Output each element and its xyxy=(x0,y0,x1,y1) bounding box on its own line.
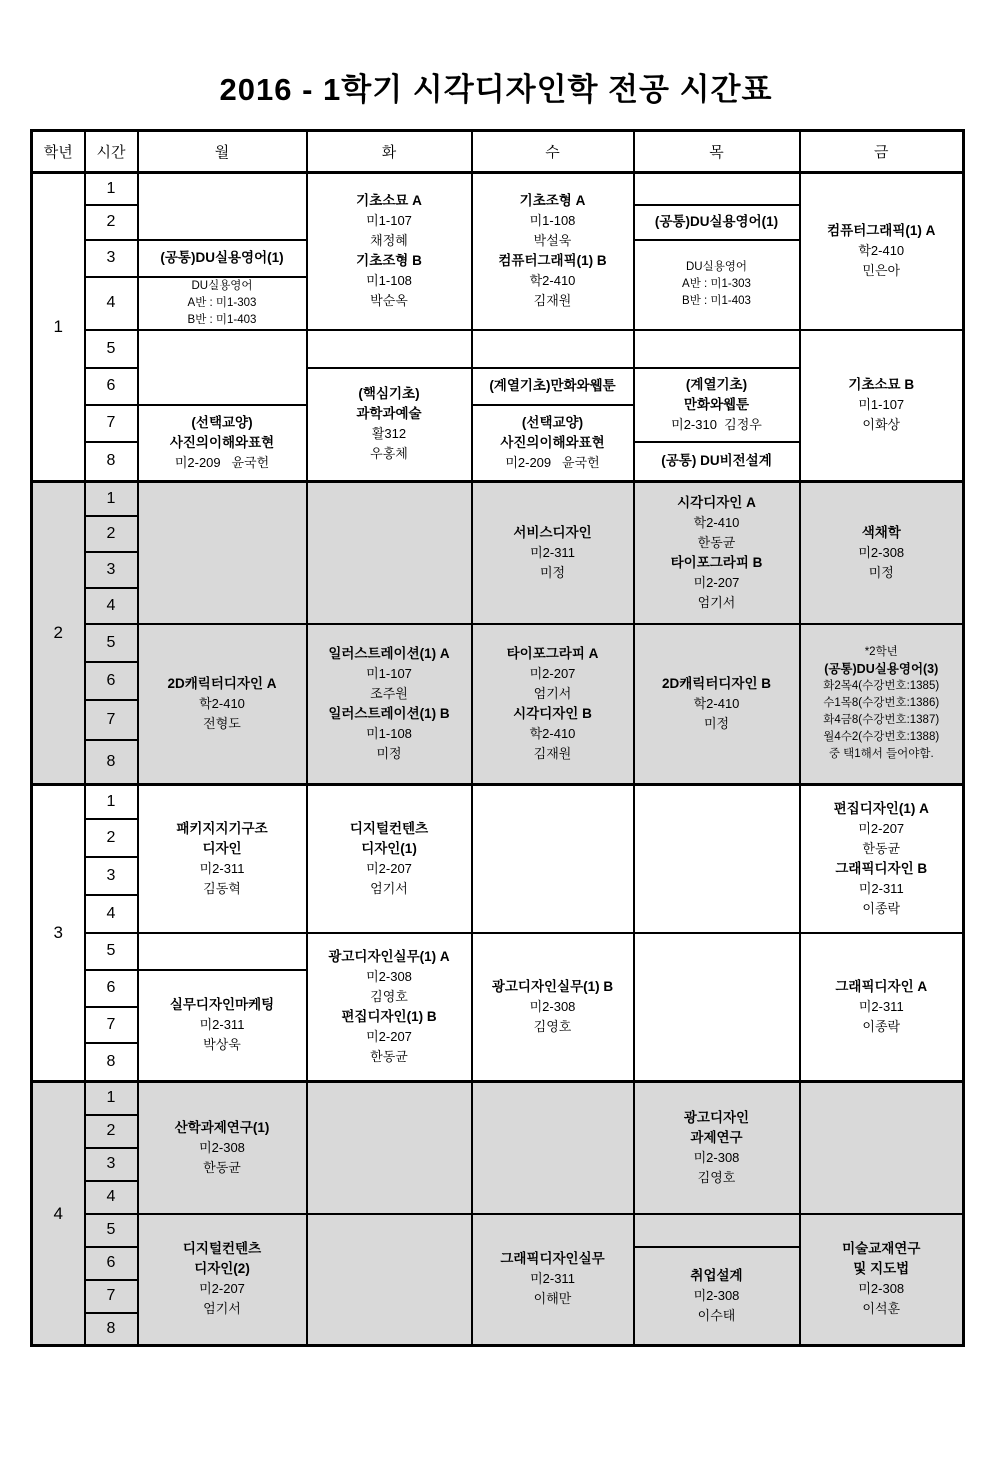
cell-line: 미2-311 xyxy=(858,998,904,1014)
cell-line: 취업설계 xyxy=(690,1267,743,1283)
cell-line: 패키지지기구조 xyxy=(176,820,268,836)
cell-line: 디자인(2) xyxy=(194,1261,250,1277)
cell-line: 이종락 xyxy=(862,900,901,916)
cell-line: 박상욱 xyxy=(203,1037,241,1053)
cell-line: 엄기서 xyxy=(697,594,736,610)
cell-line: 화2목4(수강번호:1385) xyxy=(823,680,940,693)
cell-line: 미2-207 xyxy=(366,860,412,876)
period-y2-p2: 2 xyxy=(85,516,138,552)
cell-line: 학2-410 xyxy=(693,514,740,530)
cell-line: A반 : 미1-303 xyxy=(682,278,751,290)
slot-y2-thu-p1 xyxy=(634,482,800,624)
timetable-header xyxy=(32,131,964,173)
cell-line: 한동균 xyxy=(370,1048,408,1064)
cell-line: 편집디자인(1) B xyxy=(341,1008,437,1024)
period-y2-p1: 1 xyxy=(85,482,138,516)
slot-y4-fri-p1 xyxy=(800,1082,964,1214)
cell-line: 미정 xyxy=(868,564,894,580)
cell-line: 엄기서 xyxy=(533,685,572,701)
slot-y3-thu-p5 xyxy=(634,933,800,1082)
cell-line: 미정 xyxy=(539,564,566,580)
cell-line: 타이포그라피 B xyxy=(670,554,763,570)
cell-line: 미2-308 xyxy=(693,1287,740,1303)
cell-line: 디지털컨텐츠 xyxy=(349,820,429,836)
slot-y4-thu-p1 xyxy=(634,1082,800,1214)
cell-line: (계열기초)만화와웹툰 xyxy=(489,378,616,393)
cell-line: 그래픽디자인 A xyxy=(835,978,928,994)
cell-line: 미2-308 xyxy=(858,1281,905,1297)
slot-y1-tue-p6 xyxy=(307,368,472,482)
period-y1-p1: 1 xyxy=(85,173,138,205)
cell-line: 시각디자인 A xyxy=(677,494,756,510)
slot-y1-tue-p5 xyxy=(307,330,472,368)
cell-line: 김동혁 xyxy=(203,880,241,896)
cell-line: 학2-410 xyxy=(529,273,576,289)
cell-line: 박순옥 xyxy=(370,293,408,309)
period-y2-p6: 6 xyxy=(85,662,138,700)
cell-line: 기초조형 B xyxy=(356,253,422,269)
year-label-2: 2 xyxy=(32,482,85,785)
cell-line: 채정혜 xyxy=(370,233,408,249)
slot-y4-tue-p1 xyxy=(307,1082,472,1214)
slot-y1-wed-p1 xyxy=(472,173,634,330)
cell-line: 컴퓨터그래픽(1) A xyxy=(827,223,936,239)
period-y1-p3: 3 xyxy=(85,240,138,277)
cell-line: 학2-410 xyxy=(529,725,576,741)
header-day-tue: 화 xyxy=(307,131,472,173)
cell-line: 미1-107 xyxy=(366,665,412,681)
period-y1-p7: 7 xyxy=(85,405,138,442)
period-y4-p4: 4 xyxy=(85,1181,138,1214)
cell-line: 사진의이해와표현 xyxy=(169,434,275,450)
slot-y1-thu-p1 xyxy=(634,173,800,205)
cell-line: 미2-207 xyxy=(199,1281,245,1297)
cell-line: 한동균 xyxy=(203,1159,241,1175)
slot-y1-wed-p5 xyxy=(472,330,634,368)
slot-y1-thu-p8 xyxy=(634,442,800,482)
period-y2-p8: 8 xyxy=(85,740,138,785)
cell-line: 김영호 xyxy=(370,988,408,1004)
cell-line: B반 : 미1-403 xyxy=(187,313,257,326)
period-y4-p2: 2 xyxy=(85,1115,138,1148)
cell-line: 학2-410 xyxy=(199,695,245,711)
cell-line: 미정 xyxy=(703,715,730,731)
slot-y4-wed-p5 xyxy=(472,1214,634,1346)
slot-y1-wed-p6 xyxy=(472,368,634,405)
cell-line: 미1-108 xyxy=(366,725,412,741)
cell-line: 엄기서 xyxy=(203,1301,241,1317)
slot-y3-tue-p1 xyxy=(307,785,472,933)
cell-line: 2D캐릭터디자인 B xyxy=(661,675,771,691)
cell-line: 미2-207 xyxy=(529,665,576,681)
cell-line: DU실용영어 xyxy=(191,279,253,292)
year-label-4: 4 xyxy=(32,1082,85,1346)
period-y4-p8: 8 xyxy=(85,1313,138,1346)
slot-y2-fri-p1 xyxy=(800,482,964,624)
cell-line: 학2-410 xyxy=(693,695,740,711)
period-y3-p7: 7 xyxy=(85,1007,138,1043)
cell-line: DU실용영어 xyxy=(685,261,748,273)
slot-y3-wed-p5 xyxy=(472,933,634,1082)
cell-line: 미2-308 xyxy=(199,1139,245,1155)
cell-line: 2D캐릭터디자인 A xyxy=(167,675,277,691)
slot-y3-tue-p5 xyxy=(307,933,472,1082)
cell-line: 실무디자인마케팅 xyxy=(169,997,275,1013)
slot-y3-thu-p1 xyxy=(634,785,800,933)
cell-line: 미1-107 xyxy=(858,397,905,413)
cell-line: 광고디자인실무(1) B xyxy=(491,978,614,994)
cell-line: 민은아 xyxy=(862,263,901,279)
slot-y4-mon-p1 xyxy=(138,1082,307,1214)
cell-line: 김영호 xyxy=(697,1169,736,1185)
cell-line: 일러스트레이션(1) A xyxy=(328,645,450,661)
cell-line: 활312 xyxy=(371,426,407,442)
cell-line: 사진의이해와표현 xyxy=(500,434,605,450)
cell-line: 과학과예술 xyxy=(356,406,422,422)
slot-y1-fri-p1 xyxy=(800,173,964,330)
period-y3-p3: 3 xyxy=(85,857,138,895)
slot-y3-mon-p6 xyxy=(138,970,307,1082)
cell-line: 화4금8(수강번호:1387) xyxy=(823,714,940,727)
cell-line: 편집디자인(1) A xyxy=(833,800,929,816)
slot-y3-mon-p5 xyxy=(138,933,307,970)
slot-y1-wed-p7 xyxy=(472,405,634,482)
cell-line: (핵심기초) xyxy=(358,386,420,402)
period-y4-p1: 1 xyxy=(85,1082,138,1115)
slot-y1-fri-p5 xyxy=(800,330,964,482)
slot-y4-fri-p5 xyxy=(800,1214,964,1346)
cell-line: 수1목8(수강번호:1386) xyxy=(823,697,940,710)
cell-line: 김재원 xyxy=(533,745,572,761)
cell-line: 박설욱 xyxy=(533,233,572,249)
slot-y2-thu-p5 xyxy=(634,624,800,785)
slot-y1-mon-p1 xyxy=(138,173,307,240)
cell-line: 학2-410 xyxy=(858,243,905,259)
cell-line: (계열기초) xyxy=(685,376,748,392)
period-y4-p6: 6 xyxy=(85,1247,138,1280)
slot-y1-mon-p7 xyxy=(138,405,307,482)
cell-line: (선택교양) xyxy=(521,414,584,430)
slot-y1-thu-p6 xyxy=(634,368,800,442)
cell-line: 디자인 xyxy=(202,840,242,856)
cell-line: 미2-308 xyxy=(693,1149,740,1165)
cell-line: 우홍체 xyxy=(370,446,408,462)
cell-line: 미술교재연구 xyxy=(842,1241,921,1257)
cell-line: 미2-310 김정우 xyxy=(671,416,762,432)
cell-line: 월4수2(수강번호:1388) xyxy=(823,731,940,744)
cell-line: (공통)DU실용영어(1) xyxy=(160,250,284,265)
period-y2-p3: 3 xyxy=(85,552,138,588)
cell-line: 일러스트레이션(1) B xyxy=(328,705,450,721)
period-y2-p5: 5 xyxy=(85,624,138,662)
period-y1-p8: 8 xyxy=(85,442,138,482)
period-y4-p3: 3 xyxy=(85,1148,138,1181)
cell-line: 컴퓨터그래픽(1) B xyxy=(498,253,607,269)
cell-line: 미2-308 xyxy=(366,968,412,984)
cell-line: 광고디자인실무(1) A xyxy=(328,948,450,964)
cell-line: 이수태 xyxy=(697,1307,736,1323)
cell-line: 전형도 xyxy=(203,715,241,731)
slot-y4-tue-p5 xyxy=(307,1214,472,1346)
cell-line: 이종락 xyxy=(862,1018,901,1034)
cell-line: 서비스디자인 xyxy=(513,524,592,540)
cell-line: 디지털컨텐츠 xyxy=(182,1241,262,1257)
timetable-body xyxy=(32,173,964,1346)
period-y2-p7: 7 xyxy=(85,700,138,740)
cell-line: A반 : 미1-303 xyxy=(187,296,257,309)
period-y3-p6: 6 xyxy=(85,970,138,1007)
header-year-col: 학년 xyxy=(32,131,85,173)
slot-y1-thu-p3 xyxy=(634,240,800,330)
cell-line: 미2-311 xyxy=(858,880,904,896)
slot-y3-fri-p5 xyxy=(800,933,964,1082)
cell-line: 미2-311 xyxy=(530,544,575,560)
cell-line: 김영호 xyxy=(533,1018,572,1034)
slot-y2-wed-p1 xyxy=(472,482,634,624)
period-y1-p5: 5 xyxy=(85,330,138,368)
slot-y4-mon-p5 xyxy=(138,1214,307,1346)
cell-line: 미2-207 xyxy=(858,820,905,836)
cell-line: B반 : 미1-403 xyxy=(682,295,751,307)
cell-line: (공통)DU실용영어(1) xyxy=(654,214,779,229)
cell-line: 이해만 xyxy=(533,1291,572,1307)
cell-line: 산학과제연구(1) xyxy=(174,1119,270,1135)
cell-line: 기초소묘 A xyxy=(356,193,422,209)
cell-line: 미2-308 xyxy=(858,544,905,560)
cell-line: 미2-311 xyxy=(530,1271,575,1287)
slot-y3-wed-p1 xyxy=(472,785,634,933)
cell-line: 미2-311 xyxy=(199,860,245,876)
cell-line: 한동균 xyxy=(697,534,736,550)
slot-y2-mon-p1 xyxy=(138,482,307,624)
cell-line: 및 지도법 xyxy=(853,1261,910,1277)
page-title: 2016 - 1학기 시각디자인학 전공 시간표 xyxy=(219,72,773,107)
slot-y3-mon-p1 xyxy=(138,785,307,933)
cell-line: (공통) DU비전설계 xyxy=(661,453,772,469)
cell-line: 김재원 xyxy=(533,293,572,309)
slot-y3-fri-p1 xyxy=(800,785,964,933)
period-y4-p7: 7 xyxy=(85,1280,138,1313)
period-y3-p2: 2 xyxy=(85,819,138,857)
header-day-wed: 수 xyxy=(472,131,634,173)
cell-line: 그래픽디자인 B xyxy=(835,860,928,876)
cell-line: 중 택1해서 들어야함. xyxy=(828,748,934,761)
header-day-thu: 목 xyxy=(634,131,800,173)
cell-line: 미2-207 xyxy=(693,574,740,590)
cell-line: 미2-209 윤국헌 xyxy=(505,454,600,470)
period-y3-p8: 8 xyxy=(85,1043,138,1082)
period-y3-p5: 5 xyxy=(85,933,138,970)
cell-line: *2학년 xyxy=(864,646,898,659)
slot-y4-thu-p5 xyxy=(634,1214,800,1247)
cell-line: (공통)DU실용영어(3) xyxy=(824,662,939,677)
cell-line: 색채학 xyxy=(861,524,901,540)
period-y3-p4: 4 xyxy=(85,895,138,933)
period-y1-p4: 4 xyxy=(85,277,138,330)
period-y4-p5: 5 xyxy=(85,1214,138,1247)
timetable xyxy=(30,129,965,1347)
cell-line: 미2-311 xyxy=(199,1017,245,1033)
cell-line: 미1-108 xyxy=(529,213,576,229)
cell-line: 미1-108 xyxy=(366,273,412,289)
cell-line: 이화상 xyxy=(862,417,901,433)
slot-y2-tue-p1 xyxy=(307,482,472,624)
slot-y4-thu-p6 xyxy=(634,1247,800,1346)
header-day-mon: 월 xyxy=(138,131,307,173)
cell-line: 만화와웹툰 xyxy=(683,396,750,412)
cell-line: (선택교양) xyxy=(191,414,253,430)
period-y1-p2: 2 xyxy=(85,205,138,240)
cell-line: 미정 xyxy=(376,745,402,761)
cell-line: 미2-207 xyxy=(366,1028,412,1044)
header-time-col: 시간 xyxy=(85,131,138,173)
cell-line: 한동균 xyxy=(862,840,901,856)
cell-line: 시각디자인 B xyxy=(513,705,592,721)
slot-y1-thu-p5 xyxy=(634,330,800,368)
cell-line: 기초조형 A xyxy=(519,193,586,209)
cell-line: 과제연구 xyxy=(690,1129,743,1145)
slot-y1-mon-p5 xyxy=(138,330,307,405)
cell-line: 광고디자인 xyxy=(683,1109,750,1125)
cell-line: 디자인(1) xyxy=(361,840,417,856)
cell-line: 이석훈 xyxy=(862,1301,901,1317)
slot-y1-mon-p4 xyxy=(138,277,307,330)
slot-y4-wed-p1 xyxy=(472,1082,634,1214)
slot-y1-tue-p1 xyxy=(307,173,472,330)
cell-line: 미2-308 xyxy=(529,998,576,1014)
slot-y2-fri-p5 xyxy=(800,624,964,785)
slot-y2-wed-p5 xyxy=(472,624,634,785)
cell-line: 미2-209 윤국헌 xyxy=(174,454,270,470)
slot-y2-mon-p5 xyxy=(138,624,307,785)
year-label-3: 3 xyxy=(32,785,85,1082)
period-y3-p1: 1 xyxy=(85,785,138,819)
cell-line: 그래픽디자인실무 xyxy=(500,1251,605,1267)
slot-y2-tue-p5 xyxy=(307,624,472,785)
period-y2-p4: 4 xyxy=(85,588,138,624)
cell-line: 기초소묘 B xyxy=(848,377,915,393)
header-day-fri: 금 xyxy=(800,131,964,173)
cell-line: 타이포그라피 A xyxy=(506,645,599,661)
cell-line: 미1-107 xyxy=(366,213,412,229)
cell-line: 조주원 xyxy=(370,685,408,701)
year-label-1: 1 xyxy=(32,173,85,482)
cell-line: 엄기서 xyxy=(370,880,408,896)
slot-y1-mon-p3 xyxy=(138,240,307,277)
slot-y1-thu-p2 xyxy=(634,205,800,240)
period-y1-p6: 6 xyxy=(85,368,138,405)
